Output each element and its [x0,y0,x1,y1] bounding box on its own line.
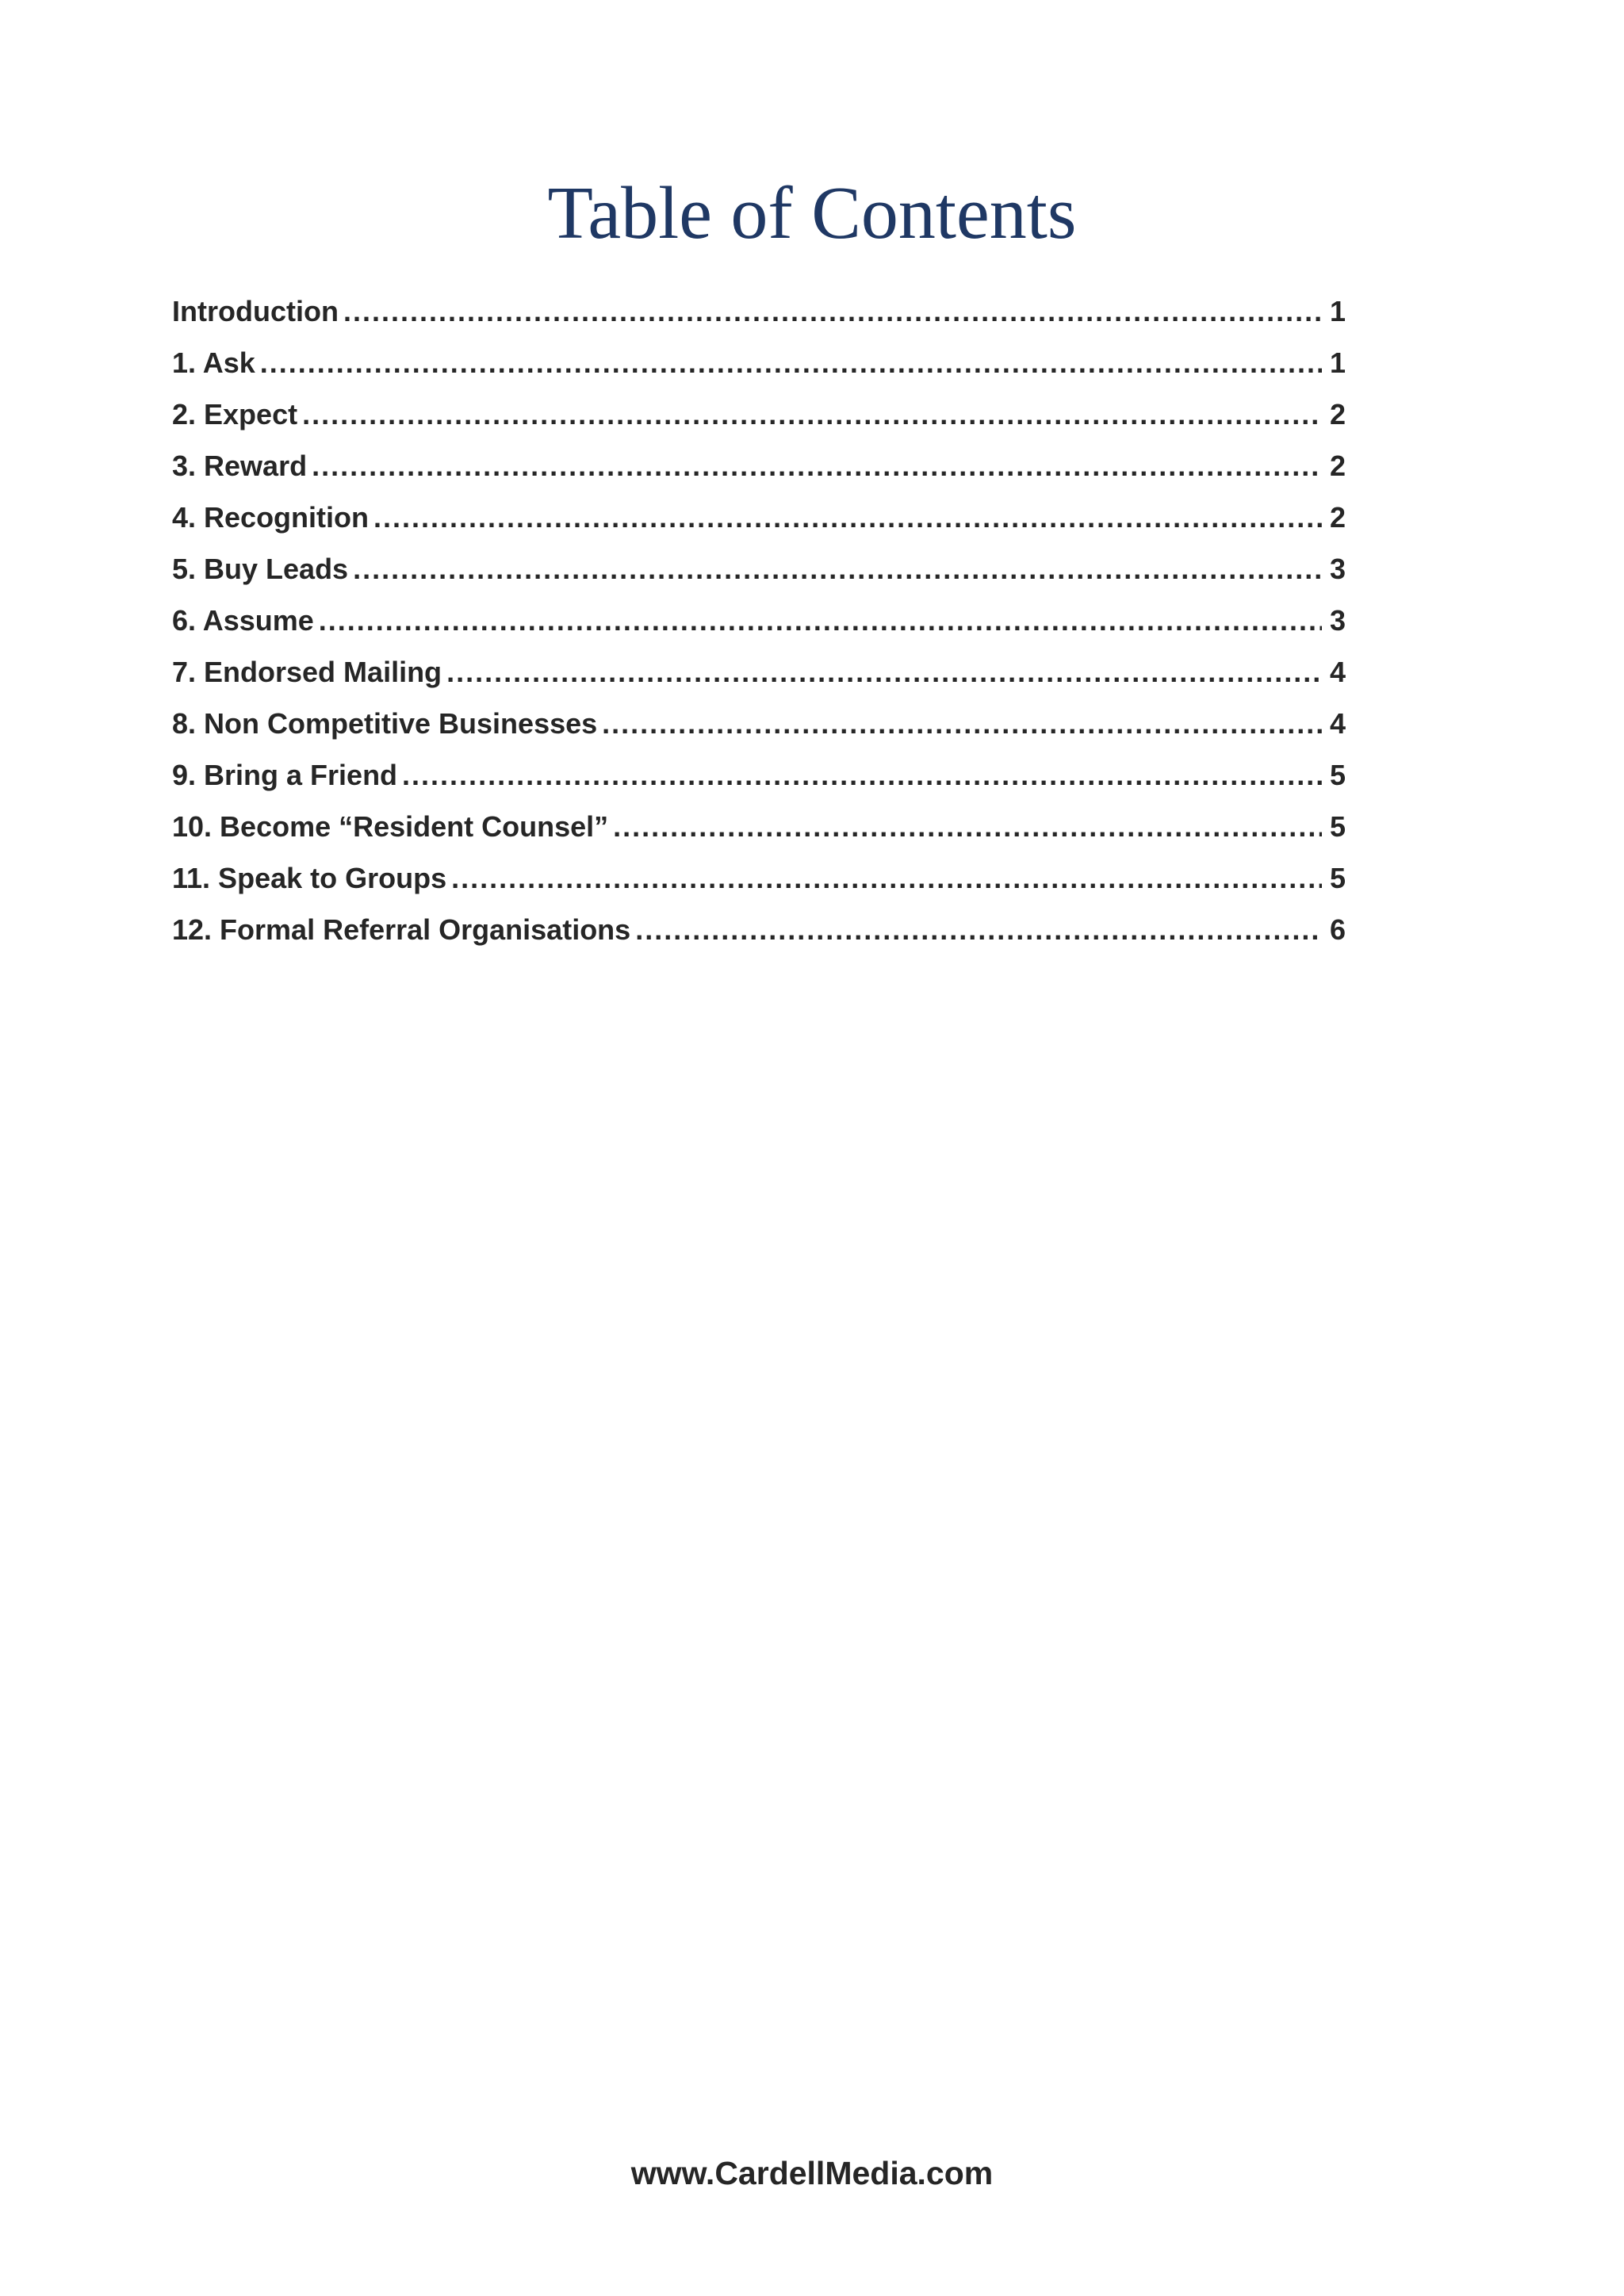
toc-entry-label: 2. Expect [172,398,298,430]
toc-entry-recognition[interactable] [172,501,1346,553]
dot-leader [373,501,1322,534]
toc-entry-label: 7. Endorsed Mailing [172,656,442,688]
toc-entry-label: 3. Reward [172,450,308,482]
dot-leader [451,862,1322,895]
dot-leader [353,553,1322,586]
toc-entry-bring-a-friend[interactable] [172,759,1346,810]
toc-entry-speak-to-groups[interactable] [172,862,1346,913]
toc-entry-page-number: 4 [1329,656,1346,688]
toc-entry-endorsed-mailing[interactable] [172,656,1346,707]
toc-entry-assume[interactable] [172,604,1346,656]
toc-entry-page-number: 3 [1329,553,1346,585]
dot-leader [319,604,1322,637]
toc-entry-formal-referral-organisations[interactable] [172,913,1346,965]
toc-entry-label: 8. Non Competitive Businesses [172,707,598,740]
page-title: Table of Contents [547,172,1077,254]
toc-entry-page-number: 5 [1329,759,1346,791]
dot-leader [260,346,1322,380]
toc-entry-label: 11. Speak to Groups [172,862,447,894]
toc-entry-page-number: 2 [1329,450,1346,482]
toc-entry-label: 10. Become “Resident Counsel” [172,810,609,843]
toc-entry-label: 9. Bring a Friend [172,759,398,791]
dot-leader [613,810,1322,844]
toc-entry-non-competitive-businesses[interactable] [172,707,1346,759]
toc-entry-page-number: 5 [1329,810,1346,843]
footer-website-url: www.CardellMedia.com [630,2155,994,2191]
toc-entry-expect[interactable] [172,398,1346,450]
toc-entry-reward[interactable] [172,450,1346,501]
toc-entry-label: 4. Recognition [172,501,370,534]
toc-entry-buy-leads[interactable] [172,553,1346,604]
toc-entry-page-number: 4 [1329,707,1346,740]
toc-entry-introduction[interactable] [172,295,1346,346]
dot-leader [312,450,1322,483]
dot-leader [446,656,1322,689]
dot-leader [402,759,1322,792]
dot-leader [602,707,1322,740]
toc-entry-page-number: 6 [1329,913,1346,946]
toc-entry-label: Introduction [172,295,339,327]
toc-entry-label: 6. Assume [172,604,314,637]
dot-leader [302,398,1322,431]
toc-entry-page-number: 5 [1329,862,1346,894]
toc-entry-label: 5. Buy Leads [172,553,349,585]
toc-entry-page-number: 2 [1329,398,1346,430]
toc-entry-page-number: 2 [1329,501,1346,534]
toc-entry-label: 1. Ask [172,346,255,379]
toc-entry-page-number: 1 [1329,346,1346,379]
table-of-contents [172,295,1346,965]
toc-entry-page-number: 3 [1329,604,1346,637]
toc-entry-become-resident-counsel[interactable] [172,810,1346,862]
dot-leader [635,913,1322,947]
toc-entry-page-number: 1 [1329,295,1346,327]
toc-entry-ask[interactable] [172,346,1346,398]
dot-leader [343,295,1322,328]
toc-entry-label: 12. Formal Referral Organisations [172,913,631,946]
